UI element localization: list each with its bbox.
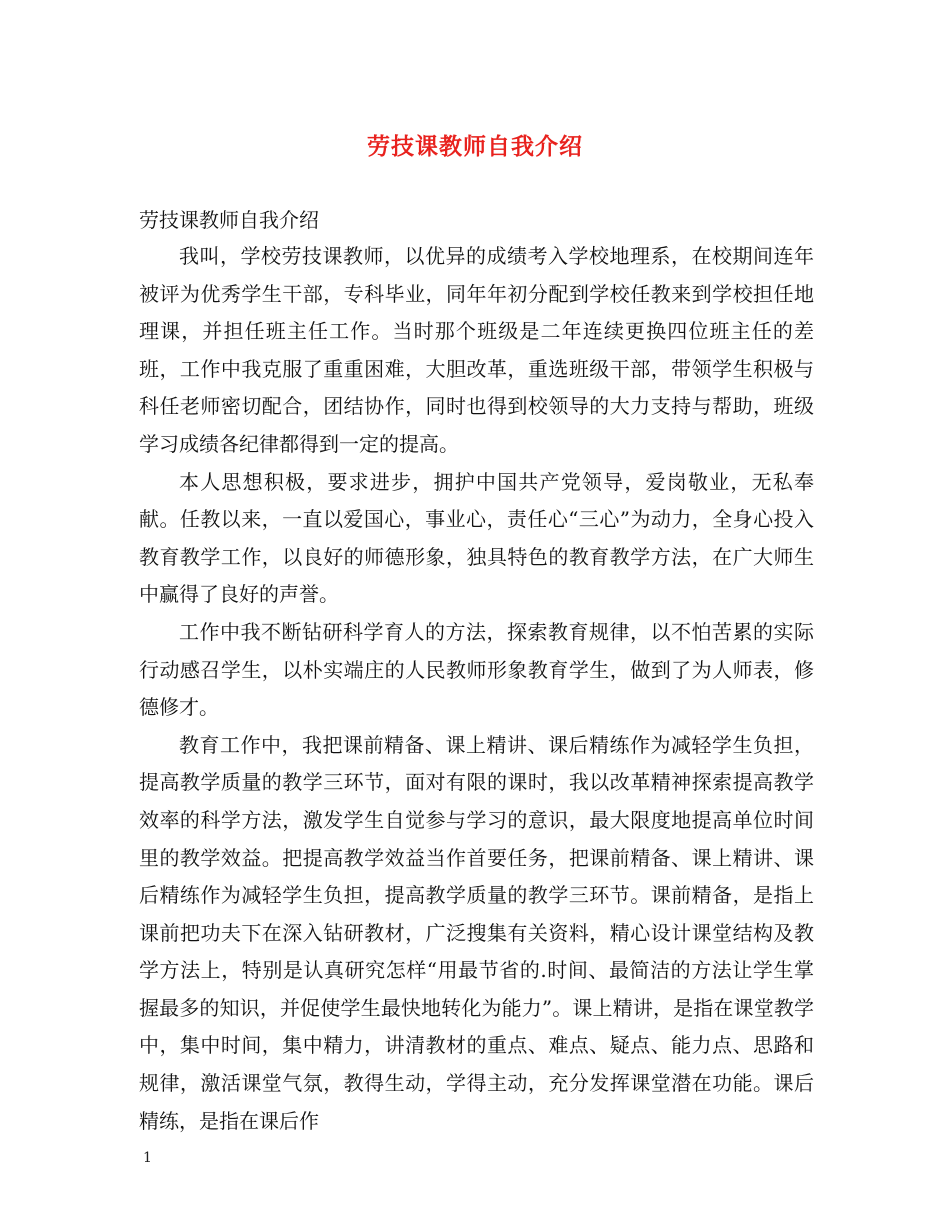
document-subtitle: 劳技课教师自我介绍: [139, 208, 319, 232]
page-number: 1: [143, 1150, 152, 1166]
document-title: 劳技课教师自我介绍: [367, 133, 583, 160]
paragraph-3: 工作中我不断钻研科学育人的方法，探索教育规律，以不怕苦累的实际行动感召学生，以朴实端庄的人民教师形象教育学生，做到了为人师表，修德修才。: [139, 619, 814, 720]
paragraph-2: 本人思想积极，要求进步，拥护中国共产党领导，爱岗敬业，无私奉献。任教以来，一直以爱国心，事业心，责任心“三心”为动力，全身心投入教育教学工作，以良好的师德形象，独具特色的教育教学方法，在广大师生中赢得了良好的声誉。: [139, 469, 814, 607]
document-body: [139, 202, 814, 1140]
paragraph-4: 教育工作中，我把课前精备、课上精讲、课后精练作为减轻学生负担，提高教学质量的教学三环节，面对有限的课时，我以改革精神探索提高教学效率的科学方法，激发学生自觉参与学习的意识，最大限度地提高单位时间里的教学效益。把提高教学效益当作首要任务，把课前精备、课上精讲、课后精练作为减轻学生负担，提高教学质量的教学三环节。课前精备，是指上课前把功夫下在深入钻研教材，广泛搜集有关资料，精心设计课堂结构及教学方法上，特别是认真研究怎样“用最节省的.时间、最简洁的方法让学生掌握最多的知识，并促使学生最快地转化为能力”。课上精讲，是指在课堂教学中，集中时间，集中精力，讲清教材的重点、难点、疑点、能力点、思路和规律，激活课堂气氛，教得生动，学得主动，充分发挥课堂潜在功能。课后精练，是指在课后作: [139, 732, 814, 1133]
paragraph-1: 我叫，学校劳技课教师，以优异的成绩考入学校地理系，在校期间连年被评为优秀学生干部，专科毕业，同年年初分配到学校任教来到学校担任地理课，并担任班主任工作。当时那个班级是二年连续更换四位班主任的差班，工作中我克服了重重困难，大胆改革，重选班级干部，带领学生积极与科任老师密切配合，团结协作，同时也得到校领导的大力支持与帮助，班级学习成绩各纪律都得到一定的提高。: [139, 244, 814, 456]
